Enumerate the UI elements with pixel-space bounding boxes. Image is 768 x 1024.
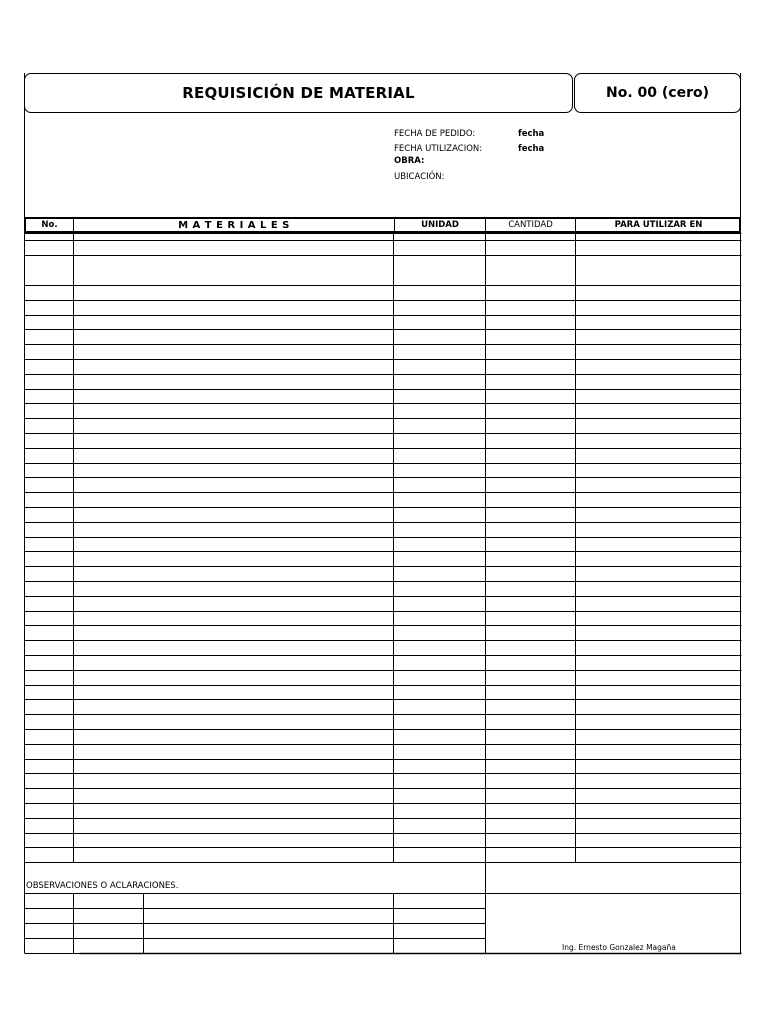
- column-header-para-utilizar: PARA UTILIZAR EN: [614, 220, 703, 230]
- obra-label: OBRA:: [394, 156, 425, 166]
- fecha-utilizacion-value[interactable]: fecha: [518, 144, 545, 154]
- column-header-no: No.: [41, 220, 58, 230]
- column-header-cantidad: CANTIDAD: [508, 220, 553, 230]
- fecha-pedido-label: FECHA DE PEDIDO:: [394, 129, 476, 139]
- form-title: REQUISICIÓN DE MATERIAL: [182, 84, 415, 102]
- observaciones-label: OBSERVACIONES O ACLARACIONES.: [26, 881, 179, 891]
- form-number: No. 00 (cero): [606, 85, 709, 101]
- fecha-utilizacion-label: FECHA UTILIZACION:: [394, 144, 483, 154]
- fecha-pedido-value[interactable]: fecha: [518, 129, 545, 139]
- ubicacion-label: UBICACIÓN:: [394, 172, 445, 182]
- column-header-unidad: UNIDAD: [421, 220, 459, 230]
- signature-text: Ing. Ernesto Gonzalez Magaña: [562, 943, 676, 952]
- column-header-materiales: M A T E R I A L E S: [178, 219, 290, 231]
